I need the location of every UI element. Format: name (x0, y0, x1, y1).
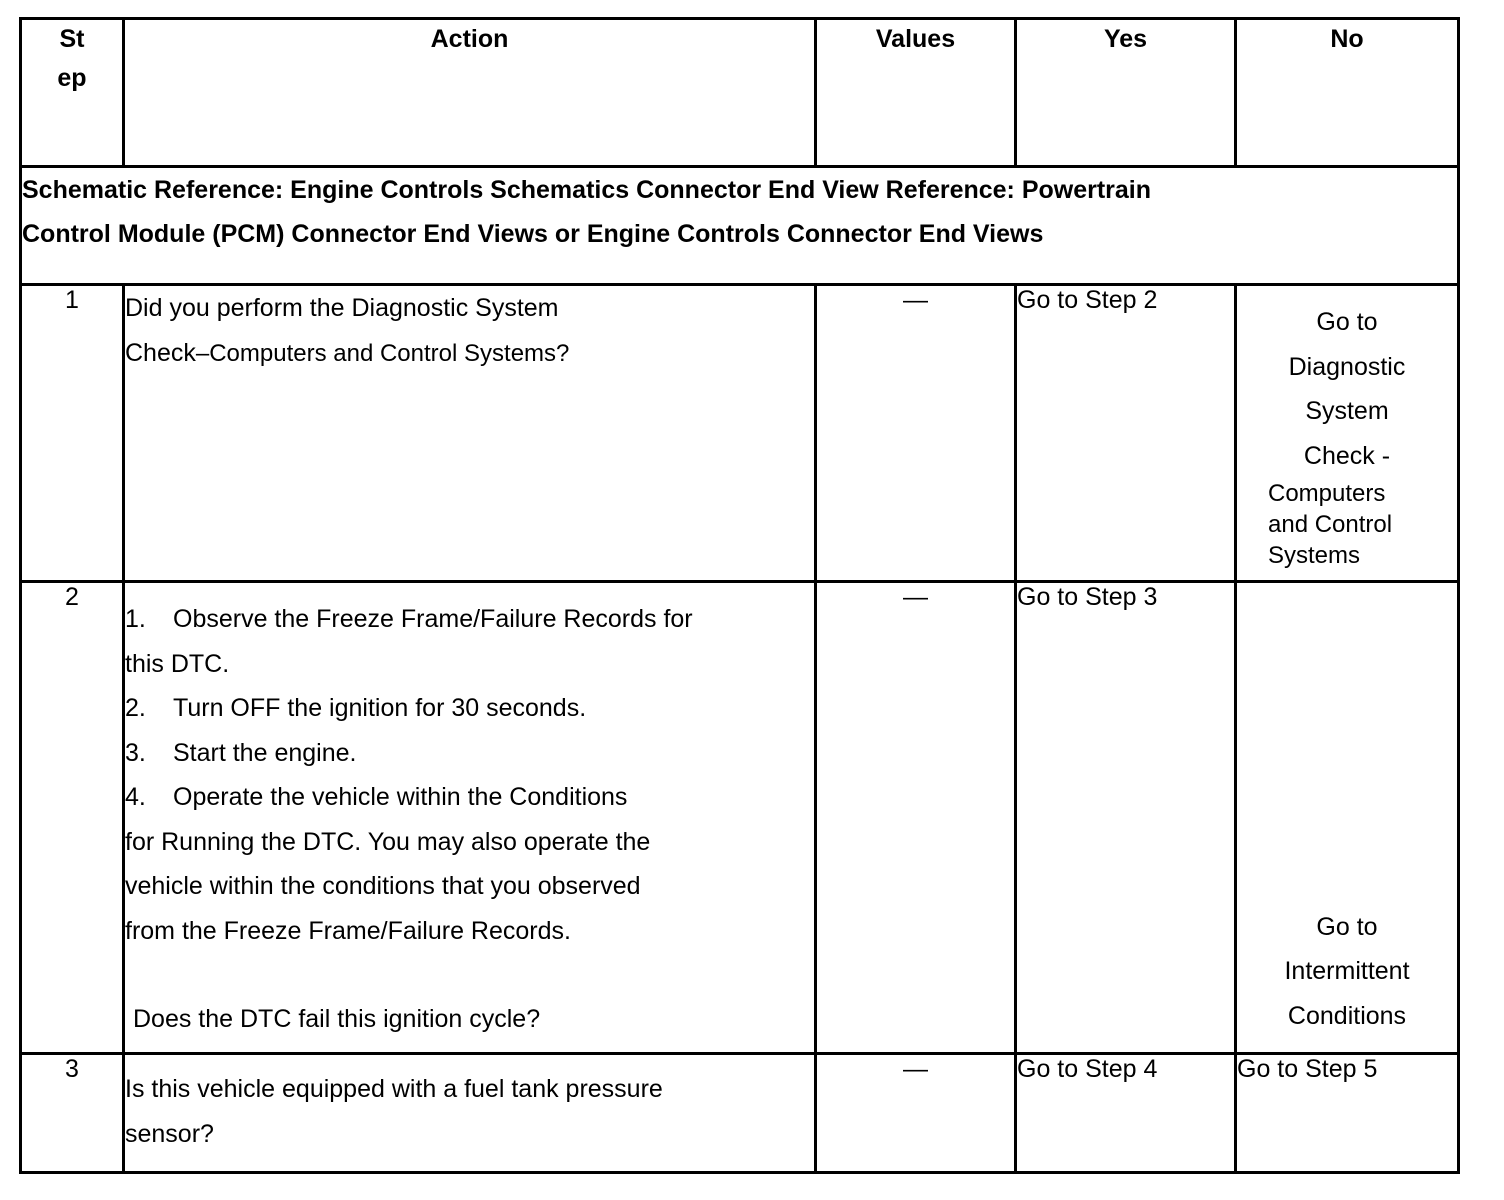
list-number: 4. (125, 783, 146, 811)
list-text: Operate the vehicle within the Conditions (173, 783, 628, 811)
reference-row (21, 167, 1459, 285)
schematic-reference (21, 167, 1459, 285)
table-row (21, 1054, 1459, 1173)
list-number: 1. (125, 605, 146, 633)
header-row (21, 19, 1459, 167)
no-line: Intermittent (1284, 957, 1410, 985)
spacer (125, 953, 814, 997)
no-small-text (1237, 478, 1457, 571)
no-line: Go to (1316, 912, 1378, 941)
header-step-line1: St (59, 25, 85, 53)
table-row (21, 582, 1459, 1054)
no-line: Go to (1316, 308, 1378, 336)
yes-cell: Go to Step 4 (1016, 1054, 1236, 1173)
list-number: 3. (125, 738, 146, 767)
action-cell (124, 582, 816, 1054)
table-row (21, 285, 1459, 582)
list-text: from the Freeze Frame/Failure Records. (125, 916, 571, 945)
action-line: Is this vehicle equipped with a fuel tank pressure (125, 1075, 663, 1103)
yes-cell: Go to Step 2 (1016, 285, 1236, 582)
header-step (21, 19, 124, 167)
list-item (125, 686, 814, 731)
list-text: for Running the DTC. You may also operate the (125, 827, 651, 856)
list-text: Turn OFF the ignition for 30 seconds. (173, 694, 587, 722)
no-line: Check - (1303, 441, 1391, 470)
no-cell (1236, 582, 1459, 1054)
no-cell: Go to Step 5 (1236, 1054, 1459, 1173)
action-line: Check (125, 338, 196, 367)
list-text: Start the engine. (173, 738, 357, 767)
no-line: System (1305, 397, 1389, 425)
list-number: 2. (125, 694, 146, 722)
reference-line1: Schematic Reference: Engine Controls Schematics Connector End View Reference: Powertrain (22, 176, 1152, 204)
no-line: Diagnostic (1288, 352, 1406, 381)
no-line: Systems (1268, 542, 1361, 569)
list-item (125, 731, 814, 776)
step-number: 3 (21, 1054, 124, 1173)
action-line: sensor? (125, 1119, 214, 1148)
list-item (125, 775, 814, 820)
action-line: Did you perform the Diagnostic System (125, 294, 559, 322)
step-number: 1 (21, 285, 124, 582)
header-step-line2: ep (57, 64, 87, 92)
no-line: Computers (1268, 480, 1386, 507)
step-number: 2 (21, 582, 124, 1054)
reference-line2: Control Module (PCM) Connector End Views or Engine Controls Connector End Views (22, 220, 1044, 248)
no-line: and Control (1268, 511, 1393, 538)
question-text: Does the DTC fail this ignition cycle? (133, 1005, 541, 1033)
values-cell: — (816, 285, 1016, 582)
list-text: this DTC. (125, 649, 230, 678)
list-text: vehicle within the conditions that you observed (125, 872, 641, 900)
diagnostic-table (19, 17, 1460, 1174)
list-item (125, 597, 814, 642)
header-no: No (1236, 19, 1459, 167)
header-action: Action (124, 19, 816, 167)
header-values: Values (816, 19, 1016, 167)
yes-cell: Go to Step 3 (1016, 582, 1236, 1054)
values-cell: — (816, 582, 1016, 1054)
list-text: Observe the Freeze Frame/Failure Records for (173, 605, 693, 633)
no-line: Conditions (1287, 1001, 1407, 1030)
action-cell (124, 285, 816, 582)
values-cell: — (816, 1054, 1016, 1173)
header-yes: Yes (1016, 19, 1236, 167)
action-line: –Computers and Control Systems? (195, 339, 570, 367)
action-cell (124, 1054, 816, 1173)
no-cell (1236, 285, 1459, 582)
